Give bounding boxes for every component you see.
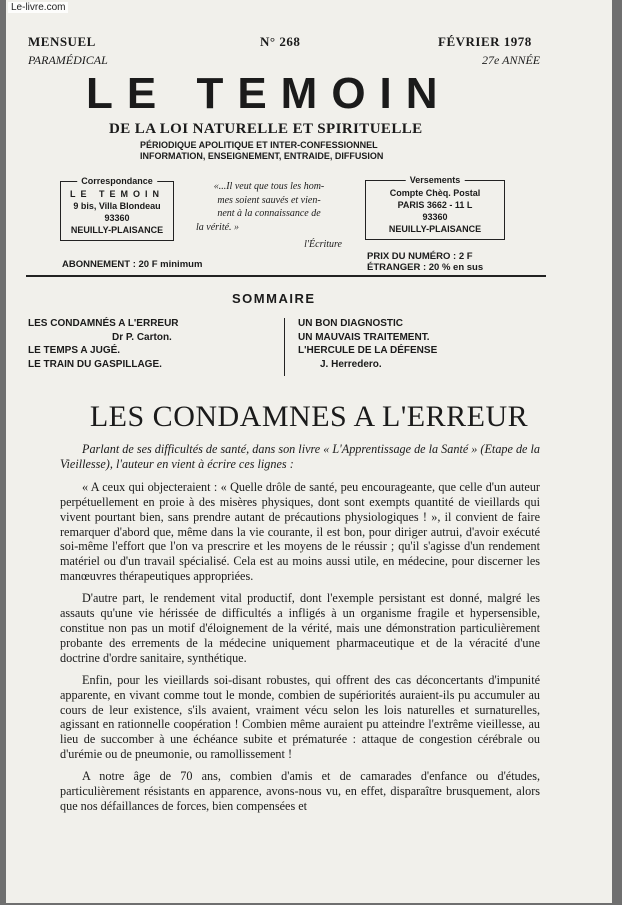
article-intro: Parlant de ses difficultés de santé, dans son livre « L'Apprentissage de la Santé » (Etape de la Vieillesse), l'auteur en vient à écrire ces lignes : xyxy=(60,442,540,471)
sommaire-item: LE TRAIN DU GASPILLAGE. xyxy=(28,358,162,370)
issue-number: N° 268 xyxy=(260,34,301,49)
article-paragraph: D'autre part, le rendement vital productif, dont l'exemple persistant est donné, malgré les assauts qu'une vie hérissée de difficultés a infligés à un organisme fragile et hypersensible, constitue non pas un motif d'éloignement de la vérité, mais une démonstration particulièrement probante des errements de la médecine uniquement pharmaceutique et de la véracité d'une doctrine d'ordre sanitaire, synthétique. xyxy=(60,591,540,665)
correspondence-label: Correspondance xyxy=(77,175,157,187)
article-paragraph: « A ceux qui objecteraient : « Quelle drôle de santé, peu encourageante, que celle d'un auteur perpétuellement en proie à des misères physiques, dont sont exempts quantité de vieillards qui vivent pourtant bien, sans prendre autant de précautions physiologiques ! », il convient de faire remarquer d'abord que, même dans la vie courante, il est bon, pour diriger autrui, d'avoir exécuté soi-même l'effort que l'on va prescrire et les moyens de le réussir ; qu'il s'agisse d'un rendement matériel ou d'un travail spécialisé. Cela est au moins aussi utile, en médecine, pour discerner les manœuvres thérapeutiques appropriées. xyxy=(60,479,540,584)
tagline-1: PÉRIODIQUE APOLITIQUE ET INTER-CONFESSIONNEL xyxy=(140,140,378,150)
sommaire-item: LE TEMPS A JUGÉ. xyxy=(28,345,121,356)
payments-account: Compte Chèq. Postal xyxy=(389,188,481,198)
epigraph-line-4: la vérité. » xyxy=(196,221,240,233)
payments-city: NEUILLY-PLAISANCE xyxy=(388,224,482,234)
year: 27e ANNÉE xyxy=(482,53,541,67)
sommaire-author: Dr P. Carton. xyxy=(112,331,172,343)
payments-number: PARIS 3662 - 11 L xyxy=(397,200,473,210)
sommaire-item: UN MAUVAIS TRAITEMENT. xyxy=(298,331,430,343)
category: PARAMÉDICAL xyxy=(28,53,108,67)
subscription: ABONNEMENT : 20 F minimum xyxy=(62,259,203,270)
correspondence-name: LE TEMOIN xyxy=(70,189,164,199)
sommaire-divider xyxy=(284,318,285,376)
sommaire-item: L'HERCULE DE LA DÉFENSE xyxy=(298,345,438,356)
article-title: LES CONDAMNES A L'ERREUR xyxy=(89,400,529,433)
article-paragraph: A notre âge de 70 ans, combien d'amis et de camarades d'enfance ou d'études, particulièrement résistants en apparence, avons-nous vu, en effet, disparaître brusquement, alors que nos défaillances de forces, bien compensées et xyxy=(60,769,540,813)
frequency: MENSUEL xyxy=(28,34,96,49)
payments-postcode: 93360 xyxy=(422,212,448,222)
sommaire-heading: SOMMAIRE xyxy=(232,291,316,306)
watermark: Le-livre.com xyxy=(8,2,68,13)
sommaire-item: UN BON DIAGNOSTIC xyxy=(298,318,403,329)
price-abroad: ÉTRANGER : 20 % en sus xyxy=(367,262,484,273)
sommaire-item: LES CONDAMNÉS A L'ERREUR xyxy=(28,318,179,329)
document-page xyxy=(6,0,612,903)
epigraph-line-3: nent à la connaissance de xyxy=(217,208,321,219)
sommaire-left xyxy=(28,317,179,371)
epigraph xyxy=(184,180,354,252)
correspondence-city: NEUILLY-PLAISANCE xyxy=(70,225,164,235)
tagline-2: INFORMATION, ENSEIGNEMENT, ENTRAIDE, DIFFUSION xyxy=(140,151,384,161)
payments-box xyxy=(365,175,505,240)
epigraph-line-2: mes soient sauvés et vien- xyxy=(217,194,321,206)
article-body xyxy=(60,442,540,821)
correspondence-box xyxy=(60,176,174,241)
article-paragraph: Enfin, pour les vieillards soi-disant robustes, qui offrent des cas déconcertants d'impunité apparente, en vivant comme tout le monde, combien de supériorités auraient-ils pu accumuler au cours de leur existence, s'ils avaient, vraiment vécu selon les lois naturelles et surnaturelles, agissant en rationnelle coopération ! Combien même auraient pu atteindre l'extrême vieillesse, au lieu de succomber à une échéance subite et prématurée : attaque de congestion cérébrale ou d'urémie ou de pneumonie, ou ramollissement ! xyxy=(60,672,540,762)
price: PRIX DU NUMÉRO : 2 F xyxy=(367,251,473,262)
masthead-subtitle: DE LA LOI NATURELLE ET SPIRITUELLE xyxy=(109,121,423,137)
issue-date: FÉVRIER 1978 xyxy=(438,34,532,49)
sommaire-author: J. Herredero. xyxy=(320,358,382,370)
masthead-title: LE TEMOIN xyxy=(86,69,452,118)
epigraph-line-1: «...Il veut que tous les hom- xyxy=(213,181,325,192)
masthead-rule xyxy=(26,275,546,277)
correspondence-street: 9 bis, Villa Blondeau xyxy=(73,201,161,211)
correspondence-postcode: 93360 xyxy=(104,213,130,223)
epigraph-source: l'Écriture xyxy=(304,239,342,250)
sommaire-right xyxy=(298,317,437,371)
payments-label: Versements xyxy=(406,174,465,186)
